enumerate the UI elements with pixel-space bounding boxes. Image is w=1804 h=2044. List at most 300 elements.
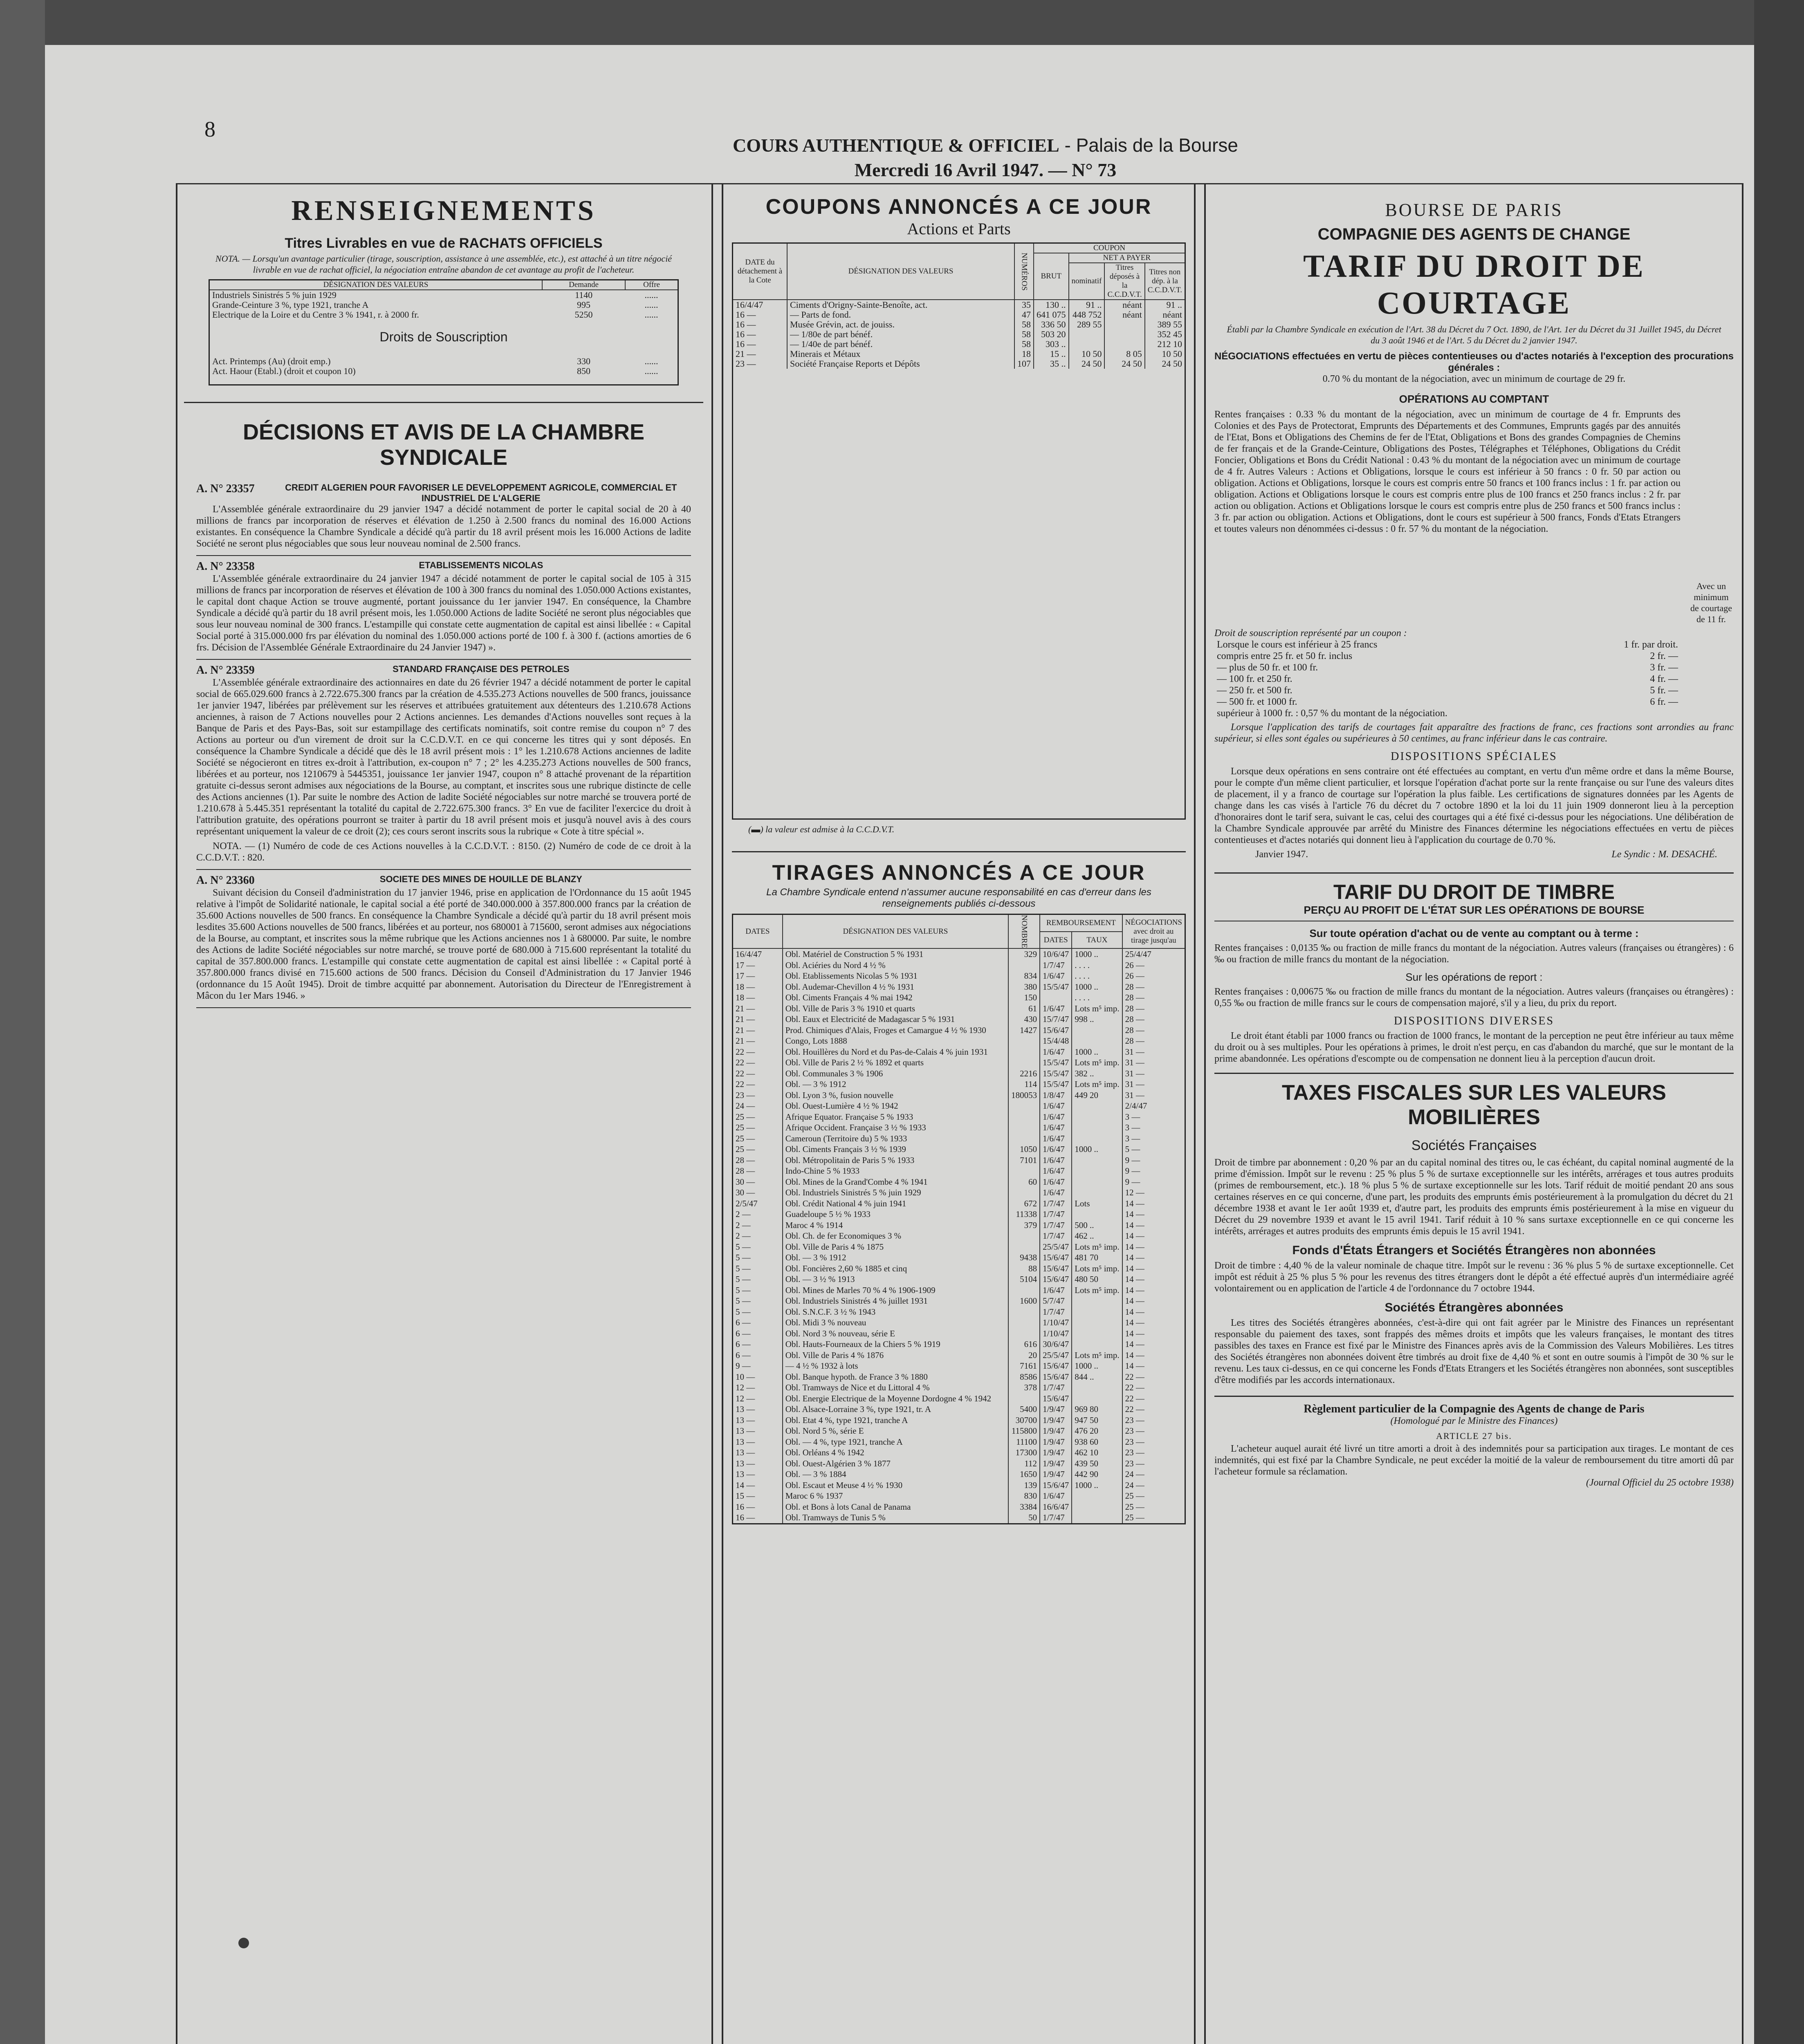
- cell: 850: [577, 366, 591, 376]
- table-cell: 289 55: [1069, 320, 1105, 329]
- timbre-subtitle: PERÇU AU PROFIT DE L'ÉTAT SUR LES OPÉRATIONS DE BOURSE: [1304, 904, 1645, 916]
- table-cell: 21 —: [733, 1035, 783, 1047]
- bourse-title: BOURSE DE PARIS: [1385, 200, 1563, 220]
- timbre-text-2: Rentes françaises : 0,00675 ‰ ou fraction de mille francs du montant de la négociation. Autres valeurs (françaises ou étrangères) : 0,55 ‰ ou fraction de mille francs sur le cours de compensation majoré, s'il y a lieu, du prix du report.: [1214, 986, 1734, 1009]
- table-cell: 112: [1008, 1458, 1040, 1469]
- table-cell: Obl. Ville de Paris 2 ½ % 1892 et quarts: [783, 1057, 1008, 1068]
- punch-hole: [238, 1938, 249, 1948]
- table-cell: Obl. Ouest-Lumière 4 ½ % 1942: [783, 1100, 1008, 1112]
- col-designation: DÉSIGNATION DES VALEURS: [787, 243, 1014, 300]
- col-offre: Offre: [625, 280, 678, 290]
- table-row: [733, 992, 1185, 1003]
- table-cell: Obl. Banque hypoth. de France 3 % 1880: [783, 1372, 1008, 1383]
- col-brut: BRUT: [1034, 253, 1069, 300]
- avis-item: [196, 874, 691, 1002]
- table-cell: 6 fr. —: [1650, 697, 1678, 707]
- operations-text: Rentes françaises : 0.33 % du montant de la négociation, avec un minimum de courtage de 4 fr. Emprunts des Colonies et des Pays de Protectorat, Emprunts des Départements et des Communes, Emprunts gagés par des annuités de l'Etat, Bons et Obligations des Chemins de fer de l'Etat, Obligations et Bons des grandes Compagnies de Chemins de fer français et de la Grande-Ceinture, Obligations des Postes, Télégraphes et Téléphones, Obligations du Crédit Foncier, Obligations et Bons du Crédit National : 0.43 % du montant de la négociation avec un minimum de courtage de 4 fr. Autres Valeurs : Actions et Obligations, lorsque le cours est inférieur à 50 francs : 0 fr. 50 par action ou obligation. Actions et Obligations, lorsque le cours est compris entre 50 francs et 100 francs inclus : 1 fr. par action ou obligation. Actions et Obligations lorsque le cours est compris entre plus de 100 francs et 250 francs inclus : 2 fr. par action ou obligation. Actions et Obligations lorsque le cours est compris entre plus de 250 francs et 500 francs inclus : 3 fr. par action ou obligation. Actions et Obligations, dont le cours est supérieur à 500 francs, Fonds d'Etats Etrangers et toutes valeurs non dénommées ci-dessus : 0 fr. 57 % du montant de la négociation.: [1214, 409, 1681, 534]
- table-cell: — 500 fr. et 1000 fr.: [1217, 697, 1297, 707]
- reglement-subtitle: (Homologué par le Ministre des Finances): [1390, 1416, 1558, 1426]
- table-cell: 12 —: [1122, 1187, 1185, 1198]
- table-cell: 31 —: [1122, 1057, 1185, 1068]
- table-cell: Maroc 4 % 1914: [783, 1220, 1008, 1231]
- table-cell: 13 —: [733, 1415, 783, 1426]
- table-cell: [1072, 1382, 1122, 1393]
- table-row: [1214, 696, 1681, 708]
- column-rule: [1742, 183, 1743, 2044]
- table-cell: 28 —: [1122, 1003, 1185, 1014]
- table-cell: 6 —: [733, 1350, 783, 1361]
- table-cell: 6 —: [733, 1339, 783, 1350]
- table-cell: 16 —: [733, 1512, 783, 1524]
- avis-company: STANDARD FRANÇAISE DES PETROLES: [393, 664, 570, 674]
- table-cell: 1/6/47: [1040, 1187, 1072, 1198]
- table-row: [733, 1490, 1185, 1502]
- table-cell: Obl. Tramways de Tunis 5 %: [783, 1512, 1008, 1524]
- coupons-subtitle: Actions et Parts: [907, 220, 1011, 238]
- table-cell: 14 —: [1122, 1307, 1185, 1318]
- avis-item: [196, 664, 691, 863]
- table-row: [733, 1512, 1185, 1524]
- table-row: [733, 1079, 1185, 1090]
- table-cell: 25 —: [733, 1144, 783, 1155]
- table-row: [733, 1307, 1185, 1318]
- table-cell: Obl. Ville de Paris 4 % 1875: [783, 1242, 1008, 1253]
- table-cell: 61: [1008, 1003, 1040, 1014]
- table-cell: 13 —: [733, 1404, 783, 1415]
- table-cell: 430: [1008, 1014, 1040, 1025]
- table-cell: [1072, 1133, 1122, 1144]
- table-row: [1214, 685, 1681, 696]
- table-cell: 31 —: [1122, 1047, 1185, 1058]
- section-rule: [1214, 872, 1734, 874]
- table-cell: 1650: [1008, 1469, 1040, 1480]
- col-deposes: Titres déposés à la C.C.D.V.T.: [1104, 263, 1144, 300]
- table-row: [733, 1220, 1185, 1231]
- table-cell: Obl. Ciments Français 4 % mai 1942: [783, 992, 1008, 1003]
- table-cell: 15/6/47: [1040, 1274, 1072, 1285]
- table-cell: 1427: [1008, 1025, 1040, 1036]
- operations-title: OPÉRATIONS AU COMPTANT: [1399, 393, 1549, 405]
- table-cell: Obl. Tramways de Nice et du Littoral 4 %: [783, 1382, 1008, 1393]
- avis-item: [196, 482, 691, 549]
- coupons-table: [732, 242, 1186, 820]
- reglement-title: Règlement particulier de la Compagnie des Agents de change de Paris: [1304, 1403, 1645, 1415]
- cell: ......: [644, 309, 658, 320]
- table-cell: 7101: [1008, 1155, 1040, 1166]
- negociations-text: NÉGOCIATIONS effectuées en vertu de pièces contentieuses ou d'actes notariés à l'exception des procurations générales :: [1214, 351, 1734, 373]
- table-cell: 13 —: [733, 1437, 783, 1448]
- table-cell: 28 —: [733, 1165, 783, 1177]
- table-row: [733, 300, 1185, 310]
- avis-number: A. N° 23360: [196, 874, 255, 887]
- header-date: Mercredi 16 Avril 1947. — N° 73: [854, 159, 1117, 180]
- table-cell: 23 —: [733, 359, 788, 369]
- table-cell: 15/6/47: [1040, 1025, 1072, 1036]
- article-title: ARTICLE 27 bis.: [1436, 1431, 1512, 1441]
- table-cell: 1/9/47: [1040, 1447, 1072, 1458]
- table-cell: 834: [1008, 970, 1040, 982]
- table-cell: 28 —: [1122, 1035, 1185, 1047]
- table-cell: 15/5/47: [1040, 1068, 1072, 1079]
- table-cell: 3 —: [1122, 1112, 1185, 1123]
- table-cell: — Parts de fond.: [787, 310, 1014, 320]
- decisions-title: DÉCISIONS ET AVIS DE LA CHAMBRE SYNDICALE: [242, 420, 645, 470]
- newspaper-page: [45, 45, 1754, 2044]
- table-row: [733, 1165, 1185, 1177]
- table-cell: 10/6/47: [1040, 948, 1072, 960]
- table-row: [733, 1285, 1185, 1296]
- table-cell: 1/6/47: [1040, 1144, 1072, 1155]
- table-cell: 21 —: [733, 349, 788, 359]
- table-cell: [1008, 1307, 1040, 1318]
- table-row: [733, 1502, 1185, 1513]
- table-cell: 2 —: [733, 1209, 783, 1220]
- table-cell: 5 —: [733, 1252, 783, 1263]
- table-cell: . . . .: [1072, 960, 1122, 971]
- cell: 995: [577, 300, 591, 310]
- table-cell: Lots m⁵ imp.: [1072, 1285, 1122, 1296]
- table-cell: Obl. Audemar-Chevillon 4 ½ % 1931: [783, 982, 1008, 993]
- table-cell: 24 —: [1122, 1480, 1185, 1491]
- table-cell: 1/6/47: [1040, 1003, 1072, 1014]
- avis-item: [196, 560, 691, 653]
- table-row: [1214, 639, 1681, 650]
- table-row: [209, 290, 678, 300]
- table-cell: 58: [1014, 320, 1034, 329]
- table-cell: 2/4/47: [1122, 1100, 1185, 1112]
- table-cell: Obl. — 3 % 1884: [783, 1469, 1008, 1480]
- table-cell: — 250 fr. et 500 fr.: [1217, 685, 1292, 696]
- table-cell: 4 fr. —: [1650, 674, 1678, 684]
- table-cell: [1072, 1100, 1122, 1112]
- table-cell: 1/6/47: [1040, 1155, 1072, 1166]
- table-cell: 20: [1008, 1350, 1040, 1361]
- table-cell: [1008, 1242, 1040, 1253]
- table-row: [733, 1025, 1185, 1036]
- col-numeros: NUMÉROS: [1014, 243, 1034, 300]
- table-cell: 672: [1008, 1198, 1040, 1209]
- table-cell: [1072, 1328, 1122, 1339]
- table-cell: 503 20: [1034, 329, 1069, 339]
- table-cell: 14 —: [1122, 1209, 1185, 1220]
- table-row: [733, 1339, 1185, 1350]
- dispositions-text: Lorsque deux opérations en sens contraire ont été effectuées au comptant, en vertu d'un même ordre et dans la même Bourse, pour le compte d'un même client particulier, et lorsque l'opération d'achat porte sur la rente française ou sur l'une des valeurs dites de placement, il y a franco de courtage sur l'opération la plus faible. Les certifications de signatures données par les Agents de change dans les cas visés à l'article 76 du décret du 7 octobre 1890 et la loi du 11 juin 1909 donneront lieu à la perception d'honoraires dont le tarif sera, suivant le cas, celui des courtages qui a été fixé ci-dessus pour les négociations. Une délibération de la Chambre Syndicale approuvée par arrêté du Ministre des Finances détermine les négociations effectuées en vertu de pièces contentieuses et d'actes notariés qui donnent lieu à l'application du courtage de 0.70 %.: [1214, 766, 1734, 845]
- right-column: [1214, 183, 1734, 1488]
- table-cell: 22 —: [1122, 1404, 1185, 1415]
- table-cell: 28 —: [1122, 1014, 1185, 1025]
- table-cell: Obl. Ciments Français 3 ½ % 1939: [783, 1144, 1008, 1155]
- table-cell: 9 —: [733, 1360, 783, 1372]
- soc-fr-title: Sociétés Françaises: [1411, 1138, 1537, 1153]
- table-cell: 1000 ..: [1072, 982, 1122, 993]
- table-cell: 114: [1008, 1079, 1040, 1090]
- table-cell: — 1/40e de part bénéf.: [787, 339, 1014, 349]
- table-cell: — 1/80e de part bénéf.: [787, 329, 1014, 339]
- table-cell: 2216: [1008, 1068, 1040, 1079]
- table-cell: 23 —: [733, 1090, 783, 1101]
- table-cell: 462 ..: [1072, 1230, 1122, 1242]
- table-cell: Obl. Hauts-Fourneaux de la Chiers 5 % 1919: [783, 1339, 1008, 1350]
- table-cell: 15/4/48: [1040, 1035, 1072, 1047]
- table-cell: [1008, 1057, 1040, 1068]
- table-cell: 1/7/47: [1040, 1512, 1072, 1524]
- table-cell: 30700: [1008, 1415, 1040, 1426]
- table-cell: 25/4/47: [1122, 948, 1185, 960]
- table-row: [733, 1112, 1185, 1123]
- table-cell: 17300: [1008, 1447, 1040, 1458]
- table-cell: 1/6/47: [1040, 1100, 1072, 1112]
- table-cell: — 4 ½ % 1932 à lots: [783, 1360, 1008, 1372]
- table-row: [733, 1047, 1185, 1058]
- table-cell: Obl. — 3 ½ % 1913: [783, 1274, 1008, 1285]
- table-cell: [1008, 960, 1040, 971]
- cell: 330: [577, 356, 591, 366]
- abonnees-title: Sociétés Étrangères abonnées: [1384, 1301, 1564, 1314]
- table-cell: Obl. Ville de Paris 4 % 1876: [783, 1350, 1008, 1361]
- avis-rule: [196, 555, 691, 556]
- table-row: [733, 1274, 1185, 1285]
- table-row: [733, 1447, 1185, 1458]
- avis-text: L'Assemblée générale extraordinaire des actionnaires en date du 26 février 1947 a décidé notamment de porter le capital social de 665.029.600 francs à 2.722.675.300 francs par la création de 4.535.273 Actions nouvelles de 500 francs, jouissance 1er janvier 1947, libérées par prélèvement sur les réserves et attribuées gratuitement aux détenteurs des 1.210.678 Actions anciennes, à raison de 7 Actions nouvelles pour 2 Actions anciennes. Les demandes d'Actions nouvelles sont reçues à la Banque de Paris et des Pays-Bas, soit sur estampillage des certificats nominatifs, soit contre remise du coupon n° 7 des Actions au porteur ou d'un virement de droit sur la C.C.D.V.T. en ce qui concerne les titres qui y sont déposés. En conséquence la Chambre Syndicale a décidé que dès le 18 avril présent mois : 1° les 1.210.678 Actions anciennes de ladite Société se négocieront en titres ex-droit à l'attribution, ex-coupon n° 7 ; 2° les 4.235.273 Actions nouvelles de 500 francs, libérées et au porteur, nos 1210679 à 5445351, jouissance 1er janvier 1947, coupon n° 8 attaché provenant de la répartition gratuite ci-dessus seront admises aux négociations de la Bourse, au comptant, et inscrites sous une rubrique distincte de celle des Actions anciennes (1). Par suite le nombre des Action de ladite Société négociables sur notre marché se trouvera porté de 1.210.678 à 5.445.351 représentant la totalité du capital de 2.722.675.300 francs. 3° En vue de faciliter l'exercice du droit à l'attribution gratuite, des opérations pourront se traiter à partir du 18 avril présent mois et jusqu'à nouvel avis à des cours représentant uniquement la valeur de ce droit (2); ces cours seront inscrits sous la rubrique « Cote à titre spécial ».: [196, 677, 691, 837]
- table-row: [733, 1144, 1185, 1155]
- table-cell: 28 —: [1122, 982, 1185, 993]
- col-designation: DÉSIGNATION DES VALEURS: [209, 280, 543, 290]
- table-cell: Obl. Etat 4 %, type 1921, tranche A: [783, 1415, 1008, 1426]
- table-cell: Obl. Ouest-Algérien 3 % 1877: [783, 1458, 1008, 1469]
- middle-column: [732, 183, 1186, 1524]
- table-cell: 16 —: [733, 329, 788, 339]
- table-cell: 15/6/47: [1040, 1252, 1072, 1263]
- table-cell: 58: [1014, 329, 1034, 339]
- table-cell: 23 —: [1122, 1447, 1185, 1458]
- table-cell: Congo, Lots 1888: [783, 1035, 1008, 1047]
- table-cell: 91 ..: [1145, 300, 1185, 310]
- table-cell: 449 20: [1072, 1090, 1122, 1101]
- minimum-note: Avec un minimum de courtage de 11 fr.: [1690, 581, 1732, 624]
- cell: Electrique de la Loire et du Centre 3 % 1941, r. à 2000 fr.: [212, 309, 419, 320]
- table-cell: Prod. Chimiques d'Alais, Froges et Camargue 4 ½ % 1930: [783, 1025, 1008, 1036]
- table-cell: [1072, 1393, 1122, 1404]
- page-number: 8: [204, 117, 215, 141]
- table-cell: 107: [1014, 359, 1034, 369]
- table-cell: 329: [1008, 948, 1040, 960]
- col-date: DATE du détachement à la Cote: [733, 243, 788, 300]
- coupons-note: (▬) la valeur est admise à la C.C.D.V.T.: [748, 824, 895, 834]
- table-cell: supérieur à 1000 fr. : 0,57 % du montant de la négociation.: [1217, 708, 1447, 719]
- table-cell: 1/9/47: [1040, 1404, 1072, 1415]
- table-cell: [1072, 1035, 1122, 1047]
- table-cell: 1/9/47: [1040, 1458, 1072, 1469]
- table-row: [733, 1415, 1185, 1426]
- table-row: [733, 1100, 1185, 1112]
- column-rule: [1204, 183, 1206, 2044]
- avis-text: L'Assemblée générale extraordinaire du 24 janvier 1947 a décidé notamment de porter le capital social de 105 à 315 millions de francs par incorporation de réserves et élévation de 100 à 300 francs du nominal des 1.050.000 Actions existantes, le capital dont chaque Action se trouve augmenté, portant jouissance du 1er janvier 1947. En conséquence, la Chambre Syndicale a décidé qu'à partir du 18 avril présent mois, les 1.050.000 Actions de ladite Société ne seront plus négociables que sous leur nouveau nominal de 300 francs. L'estampille qui constate cette augmentation de capital est ainsi libellée : « Capital Social porté à 315.000.000 frs par élévation du nominal des 1.050.000 actions porté de 100 f. à 300 f. (actions amorties de 6 frs. Décision de l'Assemblée Générale Extraordinaire du 24 Janvier 1947) ».: [196, 574, 691, 653]
- table-cell: 14 —: [1122, 1328, 1185, 1339]
- table-cell: 3 —: [1122, 1122, 1185, 1133]
- table-cell: 14 —: [1122, 1252, 1185, 1263]
- table-cell: 5/7/47: [1040, 1295, 1072, 1307]
- table-cell: 15/6/47: [1040, 1393, 1072, 1404]
- table-cell: 10 50: [1145, 349, 1185, 359]
- table-row: [733, 970, 1185, 982]
- table-cell: 28 —: [733, 1155, 783, 1166]
- syndic-date: Janvier 1947.: [1255, 849, 1308, 860]
- table-cell: 25 —: [1122, 1490, 1185, 1502]
- table-cell: 5 —: [733, 1242, 783, 1253]
- table-cell: 830: [1008, 1490, 1040, 1502]
- table-cell: [1040, 992, 1072, 1003]
- table-row: [733, 1263, 1185, 1274]
- table-cell: 500 ..: [1072, 1220, 1122, 1231]
- table-cell: 16 —: [733, 339, 788, 349]
- table-cell: 16 —: [733, 310, 788, 320]
- table-cell: 1600: [1008, 1295, 1040, 1307]
- table-cell: Obl. — 4 %, type 1921, tranche A: [783, 1437, 1008, 1448]
- table-row: [733, 1155, 1185, 1166]
- avis-company: ETABLISSEMENTS NICOLAS: [419, 560, 543, 570]
- table-cell: Obl. et Bons à lots Canal de Panama: [783, 1502, 1008, 1513]
- table-cell: 15/7/47: [1040, 1014, 1072, 1025]
- table-cell: [1104, 320, 1144, 329]
- table-cell: 1/6/47: [1040, 1112, 1072, 1123]
- table-cell: 23 —: [1122, 1458, 1185, 1469]
- table-cell: 947 50: [1072, 1415, 1122, 1426]
- report-title: Sur les opérations de report :: [1405, 971, 1543, 983]
- table-cell: 21 —: [733, 1003, 783, 1014]
- avis-rule: [196, 869, 691, 870]
- table-cell: Lots m⁵ imp.: [1072, 1003, 1122, 1014]
- table-cell: 8 05: [1104, 349, 1144, 359]
- table-cell: 1/8/47: [1040, 1090, 1072, 1101]
- table-cell: 1/9/47: [1040, 1437, 1072, 1448]
- table-cell: Lots m⁵ imp.: [1072, 1079, 1122, 1090]
- table-cell: 998 ..: [1072, 1014, 1122, 1025]
- table-cell: [1072, 1122, 1122, 1133]
- table-cell: 378: [1008, 1382, 1040, 1393]
- table-cell: 6 —: [733, 1328, 783, 1339]
- tirages-subtitle: La Chambre Syndicale entend n'assumer aucune responsabilité en cas d'erreur dans les renseignements publiés ci-dessous: [766, 887, 1151, 909]
- table-cell: 1/9/47: [1040, 1425, 1072, 1437]
- cell: Industriels Sinistrés 5 % juin 1929: [212, 290, 337, 300]
- table-cell: 1/10/47: [1040, 1317, 1072, 1328]
- article-text: L'acheteur auquel aurait été livré un titre amorti a droit à des indemnités pour sa participation aux tirages. Le montant de ces indemnités, qui est fixé par la Chambre Syndicale, ne peut excéder la moitié de la valeur de remboursement du titre amorti dû par l'acheteur formule sa réclamation.: [1214, 1443, 1734, 1477]
- table-cell: 35: [1014, 300, 1034, 310]
- table-cell: 13 —: [733, 1447, 783, 1458]
- table-cell: Obl. Midi 3 % nouveau: [783, 1317, 1008, 1328]
- coupons-title: COUPONS ANNONCÉS A CE JOUR: [765, 195, 1152, 219]
- table-cell: 22 —: [1122, 1393, 1185, 1404]
- table-cell: [1008, 1285, 1040, 1296]
- table-cell: 15 —: [733, 1490, 783, 1502]
- table-cell: 25 —: [733, 1122, 783, 1133]
- table-cell: 380: [1008, 982, 1040, 993]
- timbre-text-1: Rentes françaises : 0,0135 ‰ ou fraction de mille francs du montant de la négociation. Autres valeurs (françaises ou étrangères) : 6 ‰ ou fraction de mille francs du montant de la négociation.: [1214, 943, 1734, 965]
- table-cell: 30/6/47: [1040, 1339, 1072, 1350]
- table-cell: Obl. Industriels Sinistrés 5 % juin 1929: [783, 1187, 1008, 1198]
- table-cell: Obl. Etablissements Nicolas 5 % 1931: [783, 970, 1008, 982]
- table-cell: 5104: [1008, 1274, 1040, 1285]
- table-cell: 18: [1014, 349, 1034, 359]
- table-cell: 11100: [1008, 1437, 1040, 1448]
- table-cell: [1008, 1230, 1040, 1242]
- table-cell: Obl. Crédit National 4 % juin 1941: [783, 1198, 1008, 1209]
- abonnees-text: Les titres des Sociétés étrangères abonnées, c'est-à-dire qui ont fait agréer par le Ministre des Finances un représentant responsable du paiement des taxes, sont frappés des mêmes droits et impôts que les valeurs françaises, le montant des titres passibles des taxes en France est fixé par le Ministre des Finances après avis de la Commission des Valeurs Mobilières. Les titres des Sociétés étrangères non abonnées doivent être timbrés au droit fixe de 4,40 % et sont en outre soumis à l'impôt de 30 % sur le revenu. Les taux ci-dessus, en ce qui concerne les Fonds d'Etats Etrangers et les Sociétés étrangères non abonnées, sont susceptibles d'être modifiés par les accords internationaux.: [1214, 1318, 1734, 1385]
- table-cell: Obl. Mines de Marles 70 % 4 % 1906-1909: [783, 1285, 1008, 1296]
- table-cell: [1072, 1187, 1122, 1198]
- avis-text: L'Assemblée générale extraordinaire du 29 janvier 1947 a décidé notamment de porter le capital social de 20 à 40 millions de francs par incorporation de réserves et élévation de 1.250 à 2.500 francs du nominal des 16.000 Actions existantes. En conséquence la Chambre Syndicale a décidé qu'à partir du 18 avril présent mois les 16.000 Actions de ladite Société ne seront plus négociables que sous leur nouveau nominal de 2.500 francs.: [196, 504, 691, 549]
- table-cell: Obl. Foncières 2,60 % 1885 et cinq: [783, 1263, 1008, 1274]
- table-cell: 23 —: [1122, 1415, 1185, 1426]
- cell: ......: [644, 290, 658, 300]
- table-row: [733, 1230, 1185, 1242]
- table-row: [733, 948, 1185, 960]
- table-cell: 5 —: [1122, 1144, 1185, 1155]
- table-row: [733, 1133, 1185, 1144]
- avis-text: Suivant décision du Conseil d'administration du 17 janvier 1946, prise en application de l'Ordonnance du 15 août 1945 relative à l'impôt de Solidarité nationale, le capital social a été porté de 340.000.000 à 357.800.000 francs par la création de 35.600 Actions nouvelles de 500 francs. En conséquence la Chambre Syndicale a décidé qu'à partir du 18 avril présent mois lesdites 35.600 Actions nouvelles de 500 francs, libérées et au porteur, nos 680001 à 715600, seront admises aux négociations de la Bourse, au comptant, et inscrites sous la même rubrique que les Actions anciennes nos 1 à 680000. Par suite, le nombre des Actions de ladite Société négociables sur notre marché, se trouve porté de 680.000 à 715.600 représentant la totalité du capital de 357.800.000 francs. L'estampille qui constate cette augmentation de capital est ainsi libellée : « Capital porté à 357.800.000 francs divisé en 715.600 actions de 500 francs. Décision du Conseil d'Administration du 17 Janvier 1946 (ordonnance du 15 Août 1945). Droit de timbre acquitté par abonnement. Autorisation du Directeur de l'Enregistrement à Mâcon du 1er Mars 1946. »: [196, 888, 691, 1001]
- table-cell: [1587, 708, 1681, 719]
- table-cell: [1008, 1035, 1040, 1047]
- cell: ......: [644, 356, 658, 366]
- table-row: [733, 329, 1185, 339]
- table-cell: 9 —: [1122, 1155, 1185, 1166]
- table-row: [733, 1198, 1185, 1209]
- table-cell: 26 —: [1122, 970, 1185, 982]
- table-cell: 480 50: [1072, 1274, 1122, 1285]
- table-cell: 25/5/47: [1040, 1242, 1072, 1253]
- table-cell: 13 —: [733, 1458, 783, 1469]
- table-cell: [1072, 1307, 1122, 1318]
- table-cell: 91 ..: [1069, 300, 1105, 310]
- table-cell: 16/6/47: [1040, 1502, 1072, 1513]
- table-cell: 31 —: [1122, 1079, 1185, 1090]
- table-cell: 1/6/47: [1040, 1285, 1072, 1296]
- left-binding-edge: [0, 0, 45, 2044]
- table-cell: 1/7/47: [1040, 1307, 1072, 1318]
- avis-list: [196, 482, 691, 1008]
- compagnie-title: COMPAGNIE DES AGENTS DE CHANGE: [1317, 225, 1631, 243]
- table-cell: 180053: [1008, 1090, 1040, 1101]
- avis-number: A. N° 23358: [196, 560, 255, 573]
- negociations-rate: 0.70 % du montant de la négociation, avec un minimum de courtage de 29 fr.: [1322, 374, 1626, 384]
- table-cell: 50: [1008, 1512, 1040, 1524]
- table-row: [733, 1317, 1185, 1328]
- table-cell: 938 60: [1072, 1437, 1122, 1448]
- table-cell: 31 —: [1122, 1090, 1185, 1101]
- table-cell: 442 90: [1072, 1469, 1122, 1480]
- table-cell: Maroc 6 % 1937: [783, 1490, 1008, 1502]
- table-cell: 5 fr. —: [1650, 685, 1678, 696]
- column-rule: [722, 183, 723, 2044]
- table-cell: [1072, 1209, 1122, 1220]
- tarif-title: TARIF DU DROIT DE COURTAGE: [1303, 248, 1645, 320]
- table-cell: [1008, 1100, 1040, 1112]
- table-cell: 1/6/47: [1040, 1490, 1072, 1502]
- table-cell: Afrique Equator. Française 5 % 1933: [783, 1112, 1008, 1123]
- table-cell: 15/6/47: [1040, 1263, 1072, 1274]
- table-cell: 1/7/47: [1040, 1220, 1072, 1231]
- table-cell: — 100 fr. et 250 fr.: [1217, 674, 1292, 684]
- table-row: [733, 1425, 1185, 1437]
- table-cell: Ciments d'Origny-Sainte-Benoîte, act.: [787, 300, 1014, 310]
- table-cell: 15/5/47: [1040, 982, 1072, 993]
- table-row: [733, 1035, 1185, 1047]
- table-cell: 47: [1014, 310, 1034, 320]
- tirages-body: [733, 948, 1185, 1524]
- table-cell: [1072, 1339, 1122, 1350]
- col-remboursement: REMBOURSEMENT: [1040, 914, 1122, 932]
- table-cell: 969 80: [1072, 1404, 1122, 1415]
- table-cell: Musée Grévin, act. de jouiss.: [787, 320, 1014, 329]
